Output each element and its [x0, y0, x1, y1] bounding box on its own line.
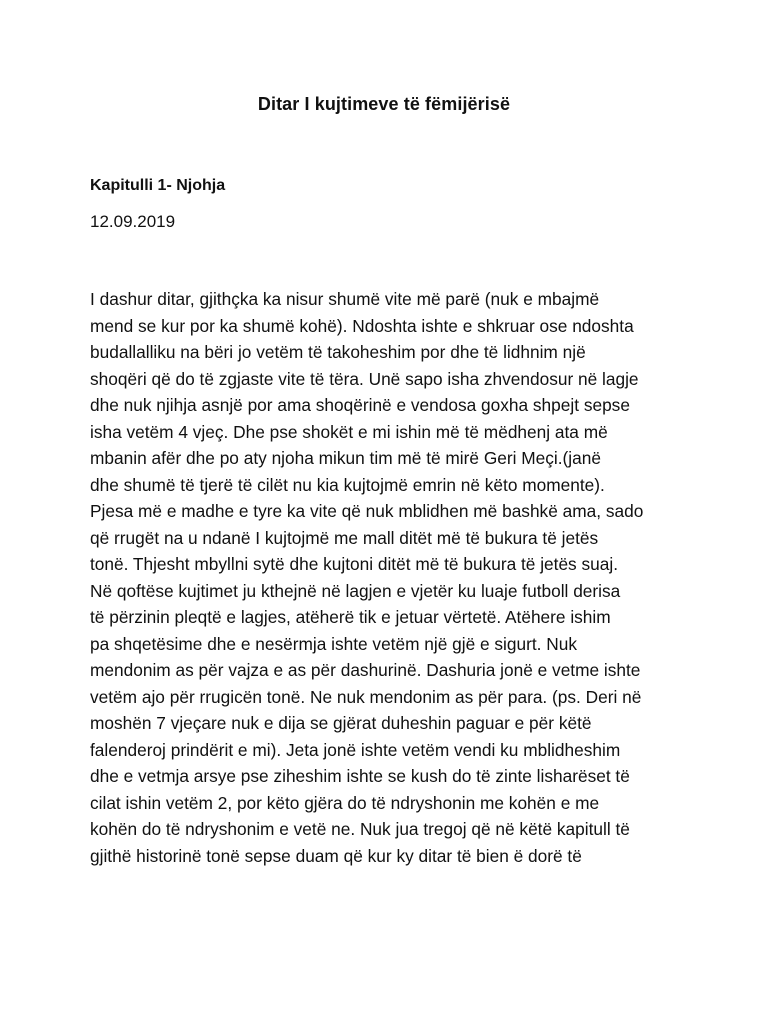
text-line: mbanin afër dhe po aty njoha mikun tim më të mirë Geri Meçi.(janë: [90, 448, 601, 468]
entry-date: 12.09.2019: [90, 212, 176, 231]
text-line: dhe nuk njihja asnjë por ama shoqërinë e vendosa goxha shpejt sepse: [90, 395, 630, 415]
text-line: dhe e vetmja arsye pse ziheshim ishte se kush do të zinte lisharëset të: [90, 766, 630, 786]
text-line: shoqëri që do të zgjaste vite të tëra. Unë sapo isha zhvendosur në lagje: [90, 368, 639, 389]
text-line: Pjesa më e madhe e tyre ka vite që nuk mblidhen më bashkë ama, sado: [90, 501, 644, 521]
text-line: cilat ishin vetëm 2, por këto gjëra do të ndryshonin me kohën e me: [90, 792, 600, 813]
text-line: dhe shumë të tjerë të cilët nu kia kujtojmë emrin në këto momente).: [90, 474, 605, 495]
text-line: gjithë historinë tonë sepse duam që kur ky ditar të bien ë dorë të: [90, 845, 582, 866]
text-line: mendonim as për vajza e as për dashurinë. Dashuria jonë e vetme ishte: [90, 660, 641, 680]
text-line: mend se kur por ka shumë kohë). Ndoshta ishte e shkruar ose ndoshta: [90, 315, 634, 336]
text-line: moshën 7 vjeçare nuk e dija se gjërat duheshin paguar e për këtë: [90, 713, 592, 733]
body-paragraph: [90, 286, 690, 869]
text-line: falenderoj prindërit e mi). Jeta jonë ishte vetëm vendi ku mblidheshim: [90, 739, 621, 760]
text-line: vetëm ajo për rrugicën tonë. Ne nuk mendonim as për para. (ps. Deri në: [90, 686, 642, 707]
text-line: tonë. Thjesht mbyllni sytë dhe kujtoni ditët më të bukura të jetës suaj.: [90, 554, 619, 574]
document-title: Ditar I kujtimeve të fëmijërisë: [257, 94, 511, 114]
text-line: Në qoftëse kujtimet ju kthejnë në lagjen e vjetër ku luaje futboll derisa: [90, 580, 621, 601]
text-line: isha vetëm 4 vjeç. Dhe pse shokët e mi ishin më të mëdhenj ata më: [90, 421, 608, 442]
text-line: që rrugët na u ndanë I kujtojmë me mall ditët më të bukura të jetës: [90, 527, 599, 548]
chapter-heading: Kapitulli 1- Njohja: [90, 177, 226, 194]
text-line: kohën do të ndryshonim e vetë ne. Nuk jua tregoj që në këtë kapitull të: [90, 819, 630, 839]
text-line: të përzinin pleqtë e lagjes, atëherë tik e jetuar vërtetë. Atëhere ishim: [90, 607, 611, 627]
text-line: pa shqetësime dhe e nesërmja ishte vetëm një gjë e sigurt. Nuk: [90, 633, 578, 654]
text-line: I dashur ditar, gjithçka ka nisur shumë vite më parë (nuk e mbajmë: [90, 289, 600, 309]
text-line: budallalliku na bëri jo vetëm të takoheshim por dhe të lidhnim një: [90, 342, 586, 362]
